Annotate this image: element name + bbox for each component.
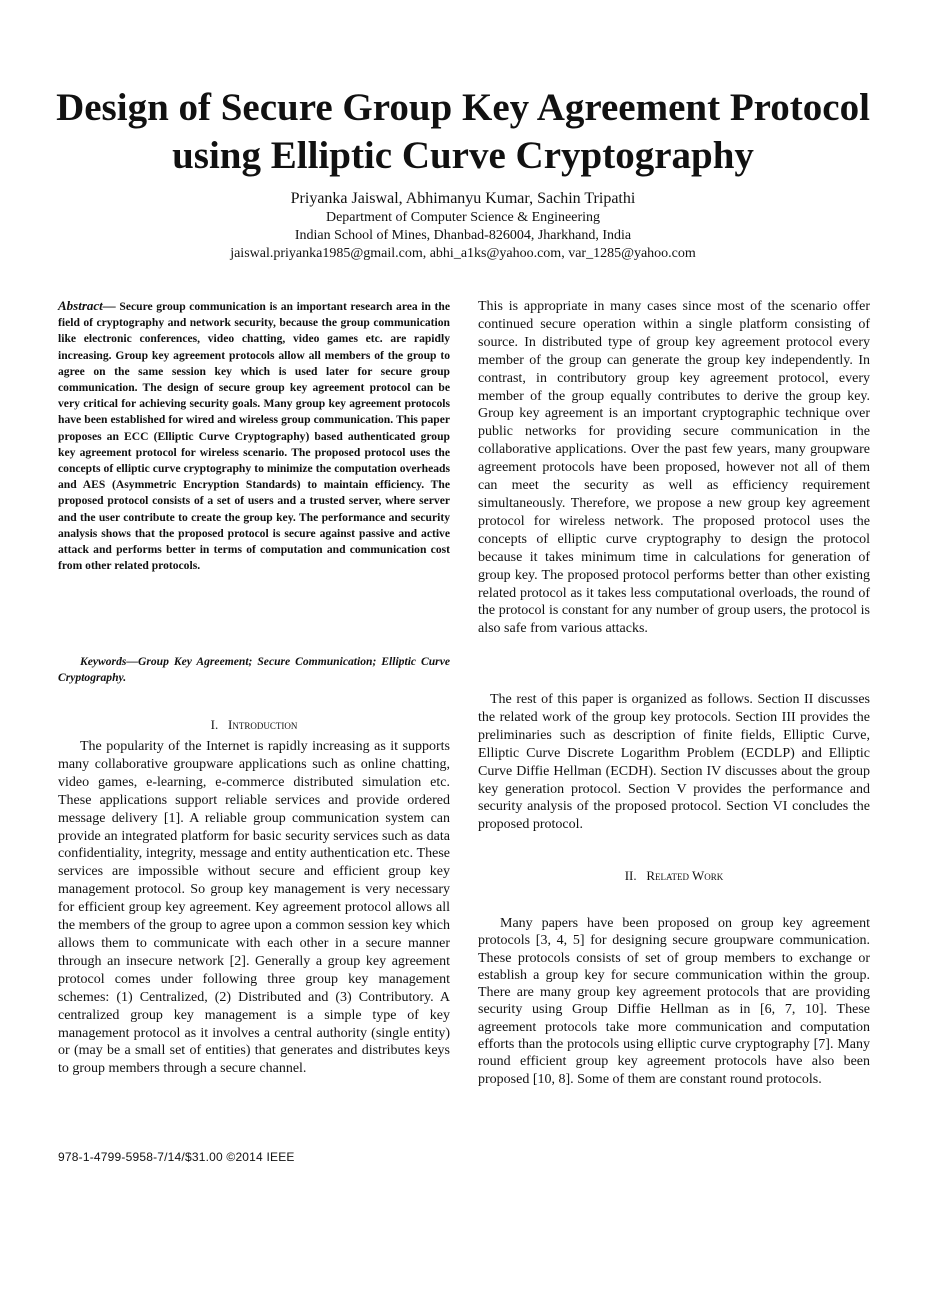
author-list: Priyanka Jaiswal, Abhimanyu Kumar, Sachin Tripathi — [290, 190, 636, 207]
abstract — [58, 298, 450, 574]
abstract-text: Secure group communication is an important research area in the field of cryptography and network security, because the group communication like electronic conferences, video chatting, video games etc. are rapidly increasing. Group key agreement protocols allow all members of the group to agree on the same session key which is used later for secure group communication. The design of secure group key agreement protocol can be very critical for achieving security goals. Many group key agreement protocols have been established for wired and wireless group communication. This paper proposes an ECC (Elliptic Curve Cryptography) based authenticated group key agreement protocol for wireless scenario. The proposed protocol uses the concepts of elliptic curve cryptography to minimize the computation overheads and AES (Asymmetric Encryption Standards) to maintain efficiency. The proposed protocol consists of a set of users and a trusted server, where server and the user contribute to create the group key. The performance and security analysis shows that the proposed protocol is secure against passive and active attack and performs better in terms of computation and communication cost from other related protocols. — [58, 300, 450, 573]
keywords — [58, 654, 450, 687]
organization-text: The rest of this paper is organized as follows. Section II discusses the related work of the group key protocols. Section III provides the preliminaries such as description of finite fields, Elliptic Curve, Elliptic Curve Discrete Logarithm Problem (ECDLP) and Elliptic Curve Diffie Hellman (ECDH). Section IV discusses about the group key generation protocol. Section V provides the performance and security analysis of the proposed protocol. Section VI concludes the proposed protocol. — [478, 692, 870, 833]
title-line-2: using Elliptic Curve Cryptography — [172, 134, 754, 177]
abstract-label: Abstract— — [58, 298, 116, 313]
department: Department of Computer Science & Engineering — [325, 210, 601, 225]
related-work-paragraph — [478, 915, 870, 1088]
copyright-footer: 978-1-4799-5958-7/14/$31.00 ©2014 IEEE — [58, 1150, 295, 1164]
section-heading-related-work — [478, 867, 870, 884]
keywords-text: Keywords—Group Key Agreement; Secure Communication; Elliptic Curve Cryptography. — [58, 655, 450, 685]
organization-paragraph — [478, 691, 870, 834]
introduction-continued: This is appropriate in many cases since most of the scenario offer continued secure operation within a single platform consisting of source. In distributed type of group key agreement protocol every member of the group can generate the group key independently. In contrast, in contributory group key agreement protocol, every member of the group equally contributes to derive the group key. Group key agreement is an important cryptographic technique over public networks for providing secure communication in the collaborative applications. Over the past few years, many groupware agreement protocols have been proposed, however not all of them can meet the security as well as efficiency requirement simultaneously. Therefore, we propose a new group key agreement protocol for wireless network. The proposed protocol uses the concepts of elliptic curve cryptography to design the protocol because it takes minimum time in calculations for generation of group key. The proposed protocol performs better than other existing related protocol as it takes less computational overloads, the round of the protocol is constant for any number of group users, the protocol is also safe from various attacks. — [478, 299, 870, 637]
intro-text: The popularity of the Internet is rapidly increasing as it supports many collaborative groupware applications such as online chatting, video games, e-learning, e-commerce distributed simulation etc. These applications support reliable services and provide ordered message delivery [1]. A reliable group communication system can provide an integrated platform for basic security services such as data confidentiality, integrity, message and entity authentication etc. These services are impossible without secure and efficient group key management protocol. So group key management is very necessary for efficient group key agreement. Key agreement protocol allows all the members of the group to agree upon a common session key which allows them to communicate with each other in a secure manner through an insecure network [2]. Generally a group key agreement protocol comes under following three group key management schemes: (1) Centralized, (2) Distributed and (3) Contributory. A centralized group key management is a simple type of key management protocol as it involves a central authority (single entity) or (may be a small set of entities) that generates and distributes keys to group members through a secure channel. — [58, 739, 450, 1077]
institution: Indian School of Mines, Dhanbad-826004, Jharkhand, India — [294, 228, 632, 243]
section-number: I. — [210, 717, 219, 732]
section-number: II. — [624, 868, 637, 883]
related-text: Many papers have been proposed on group key agreement protocols [3, 4, 5] for designing secure groupware communication. These protocols consists of set of group members to exchange or establish a group key for secure communication within the group. There are many group key agreement protocols that are providing security using Group Diffie Hellman as in [6, 7, 10]. These agreement protocols take more communication and computation efforts than the protocols using elliptic curve cryptography [7]. Many round efficient group key agreement protocols have also been proposed [10, 8]. Some of them are constant round protocols. — [478, 916, 870, 1087]
introduction-paragraph — [58, 738, 450, 1078]
paper-title — [40, 84, 886, 180]
section-heading-introduction — [58, 716, 450, 733]
section-title: Related Work — [646, 868, 724, 883]
section-title: Introduction — [228, 717, 298, 732]
author-emails: jaiswal.priyanka1985@gmail.com, abhi_a1ks@yahoo.com, var_1285@yahoo.com — [230, 246, 696, 261]
title-line-1: Design of Secure Group Key Agreement Protocol — [56, 86, 870, 129]
